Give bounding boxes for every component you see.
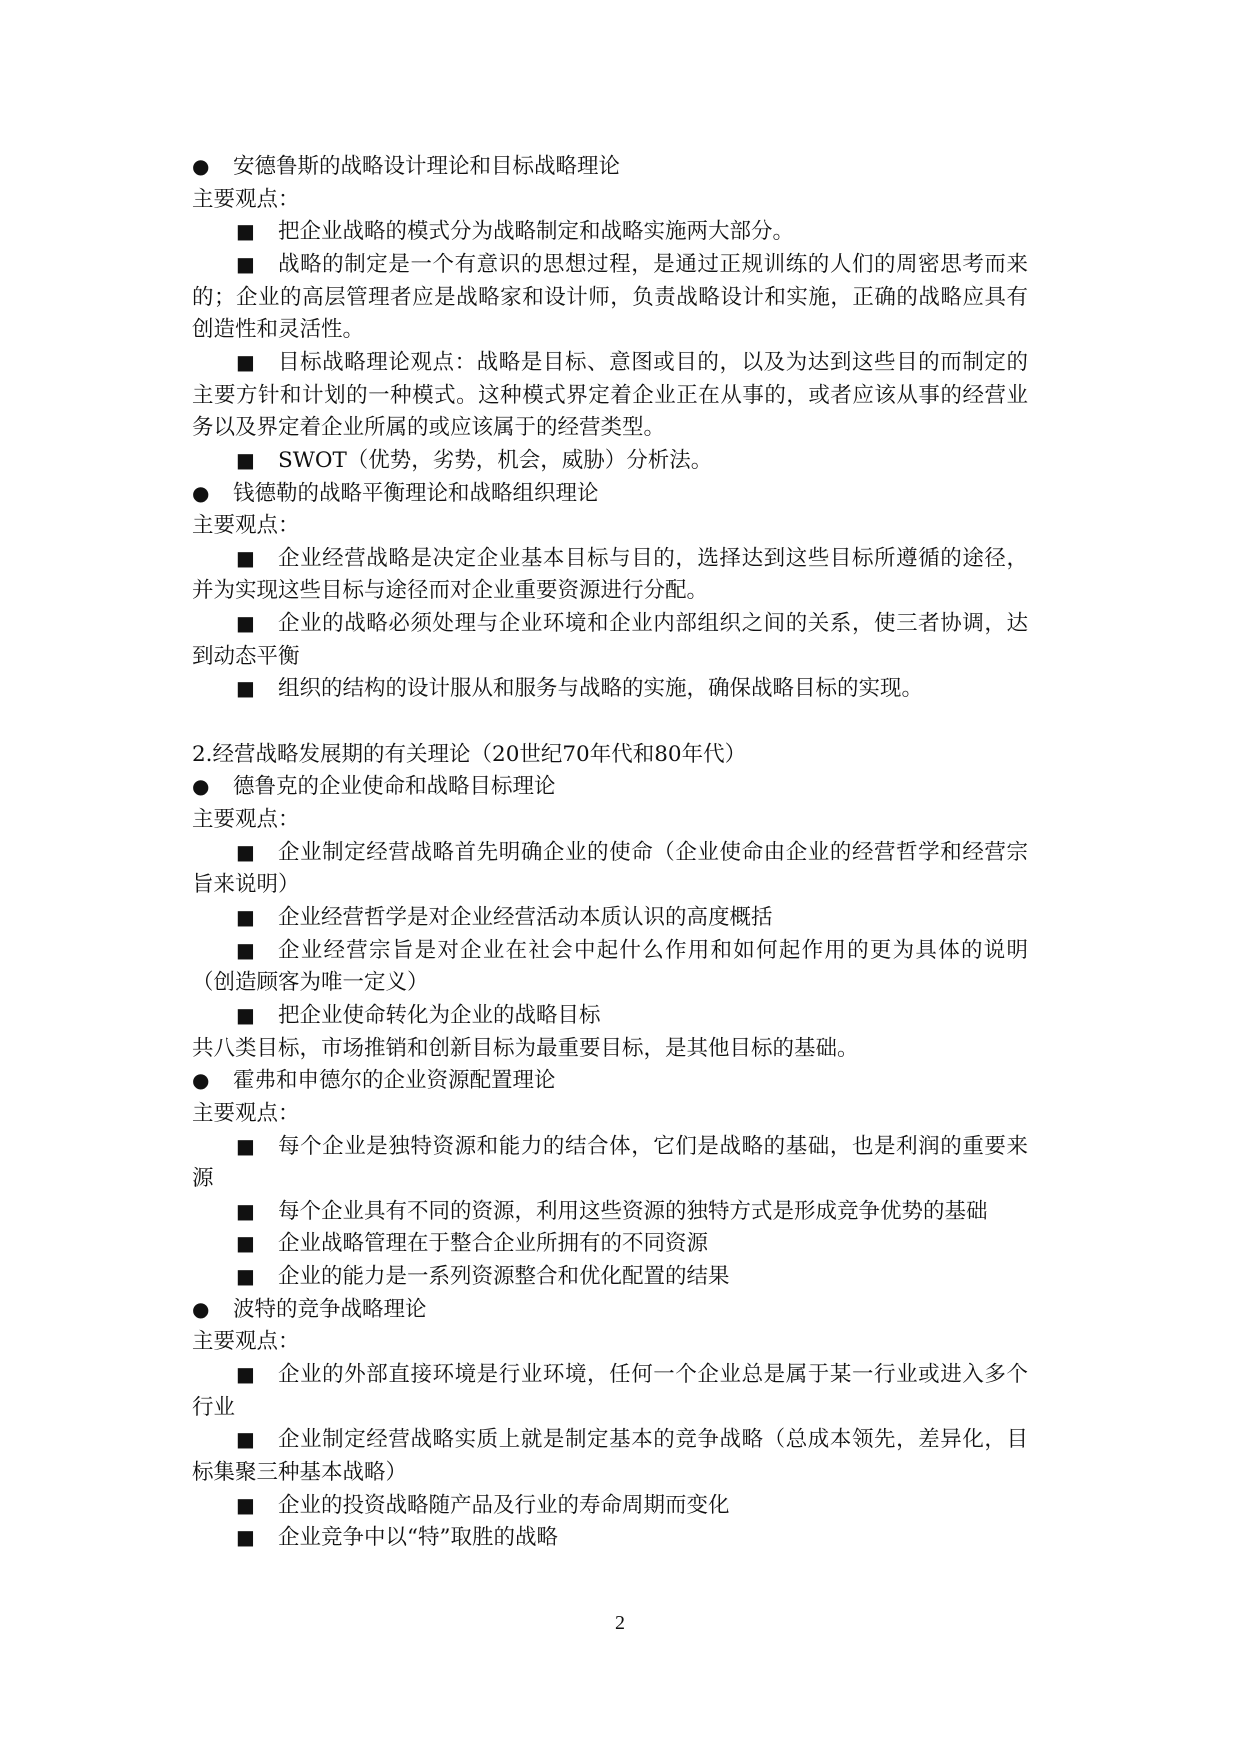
list-item-text: 企业的能力是一系列资源整合和优化配置的结果 bbox=[278, 1264, 730, 1290]
list-item-text: 行业 bbox=[192, 1394, 236, 1420]
square-bullet-icon: ■ bbox=[236, 1002, 255, 1027]
list-item-text: 到动态平衡 bbox=[192, 643, 300, 669]
paragraph-line: 共八类目标，市场推销和创新目标为最重要目标，是其他目标的基础。 bbox=[192, 1035, 859, 1061]
square-bullet-icon: ■ bbox=[236, 219, 255, 244]
list-item-text: 企业的投资战略随产品及行业的寿命周期而变化 bbox=[278, 1492, 730, 1518]
square-bullet-icon: ■ bbox=[236, 251, 255, 276]
list-item-text: （创造顾客为唯一定义） bbox=[192, 970, 429, 996]
square-bullet-icon: ■ bbox=[236, 676, 255, 701]
paragraph-line: 2.经营战略发展期的有关理论（20世纪70年代和80年代） bbox=[192, 741, 747, 767]
section-heading: 波特的竞争战略理论 bbox=[233, 1296, 427, 1322]
paragraph-line: 主要观点： bbox=[192, 1329, 300, 1355]
list-item-text: 企业的战略必须处理与企业环境和企业内部组织之间的关系，使三者协调，达 bbox=[278, 611, 1028, 637]
square-bullet-icon: ■ bbox=[236, 1362, 255, 1387]
square-bullet-icon: ■ bbox=[236, 839, 255, 864]
bullet-icon: ● bbox=[192, 1068, 210, 1093]
square-bullet-icon: ■ bbox=[236, 1231, 255, 1256]
list-item-text: 每个企业是独特资源和能力的结合体，它们是战略的基础，也是利润的重要来 bbox=[278, 1133, 1028, 1159]
list-item-text: 企业的外部直接环境是行业环境，任何一个企业总是属于某一行业或进入多个 bbox=[278, 1362, 1028, 1388]
list-item-text: 企业制定经营战略首先明确企业的使命（企业使命由企业的经营哲学和经营宗 bbox=[278, 839, 1028, 865]
paragraph-line: 主要观点： bbox=[192, 1100, 300, 1126]
list-item-text: 企业竞争中以“特”取胜的战略 bbox=[278, 1525, 558, 1551]
list-item-text: SWOT（优势，劣势，机会，威胁）分析法。 bbox=[278, 447, 713, 473]
list-item-text: 企业制定经营战略实质上就是制定基本的竞争战略（总成本领先，差异化，目 bbox=[278, 1427, 1028, 1453]
square-bullet-icon: ■ bbox=[236, 1525, 255, 1550]
square-bullet-icon: ■ bbox=[236, 1427, 255, 1452]
paragraph-line: 主要观点： bbox=[192, 807, 300, 832]
list-item-text: 每个企业具有不同的资源，利用这些资源的独特方式是形成竞争优势的基础 bbox=[278, 1198, 988, 1224]
section-heading: 霍弗和申德尔的企业资源配置理论 bbox=[233, 1068, 556, 1094]
square-bullet-icon: ■ bbox=[236, 447, 255, 472]
square-bullet-icon: ■ bbox=[236, 1264, 255, 1289]
square-bullet-icon: ■ bbox=[236, 1198, 255, 1223]
square-bullet-icon: ■ bbox=[236, 1133, 255, 1158]
bullet-icon: ● bbox=[192, 480, 210, 505]
list-item-text: 目标战略理论观点：战略是目标、意图或目的，以及为达到这些目的而制定的 bbox=[278, 349, 1028, 375]
paragraph-line: 主要观点： bbox=[192, 186, 300, 212]
list-item-text: 旨来说明） bbox=[192, 872, 300, 898]
bullet-icon: ● bbox=[192, 774, 210, 799]
list-item-text: 企业经营哲学是对企业经营活动本质认识的高度概括 bbox=[278, 904, 773, 930]
list-item-text: 务以及界定着企业所属的或应该属于的经营类型。 bbox=[192, 415, 666, 441]
bullet-icon: ● bbox=[192, 1296, 210, 1321]
list-item-text: 组织的结构的设计服从和服务与战略的实施，确保战略目标的实现。 bbox=[278, 676, 924, 702]
square-bullet-icon: ■ bbox=[236, 611, 255, 636]
list-item-text: 企业经营宗旨是对企业在社会中起什么作用和如何起作用的更为具体的说明 bbox=[278, 937, 1028, 963]
list-item-text: 创造性和灵活性。 bbox=[192, 317, 365, 343]
section-heading: 德鲁克的企业使命和战略目标理论 bbox=[233, 774, 556, 800]
paragraph-line: 主要观点： bbox=[192, 513, 300, 539]
list-item-text: 标集聚三种基本战略） bbox=[192, 1460, 408, 1485]
list-item-text: 把企业战略的模式分为战略制定和战略实施两大部分。 bbox=[278, 219, 795, 245]
list-item-text: 主要方针和计划的一种模式。这种模式界定着企业正在从事的，或者应该从事的经营业 bbox=[192, 382, 1028, 408]
square-bullet-icon: ■ bbox=[236, 937, 255, 962]
list-item-text: 企业经营战略是决定企业基本目标与目的，选择达到这些目标所遵循的途径， bbox=[278, 545, 1028, 571]
bullet-icon: ● bbox=[192, 154, 210, 178]
list-item-text: 企业战略管理在于整合企业所拥有的不同资源 bbox=[278, 1231, 709, 1257]
list-item-text: 战略的制定是一个有意识的思想过程，是通过正规训练的人们的周密思考而来 bbox=[278, 251, 1028, 277]
list-item-text: 的；企业的高层管理者应是战略家和设计师，负责战略设计和实施，正确的战略应具有 bbox=[192, 284, 1028, 310]
square-bullet-icon: ■ bbox=[236, 1492, 255, 1517]
list-item-text: 把企业使命转化为企业的战略目标 bbox=[278, 1002, 601, 1028]
section-heading: 安德鲁斯的战略设计理论和目标战略理论 bbox=[233, 154, 621, 179]
section-heading: 钱德勒的战略平衡理论和战略组织理论 bbox=[233, 480, 599, 506]
list-item-text: 源 bbox=[192, 1166, 214, 1192]
page-number: 2 bbox=[615, 1612, 625, 1634]
square-bullet-icon: ■ bbox=[236, 545, 255, 570]
list-item-text: 并为实现这些目标与途径而对企业重要资源进行分配。 bbox=[192, 578, 709, 604]
square-bullet-icon: ■ bbox=[236, 349, 255, 374]
square-bullet-icon: ■ bbox=[236, 904, 255, 929]
